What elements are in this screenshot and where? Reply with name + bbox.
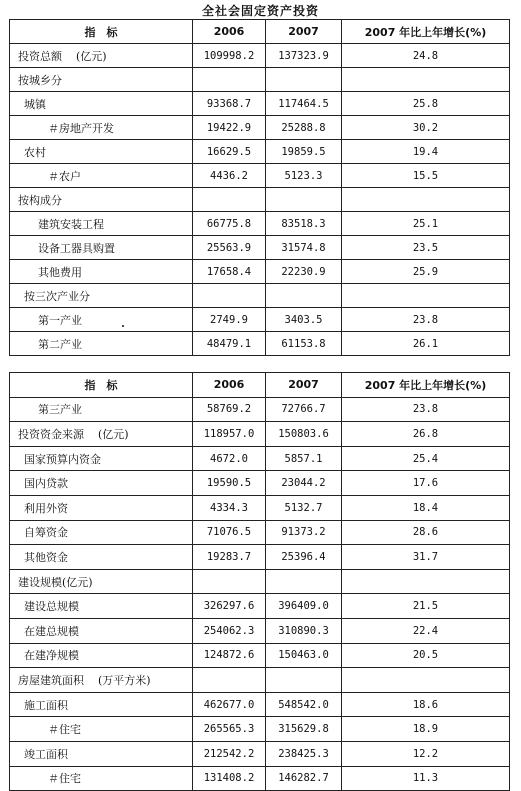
table-row: [10, 44, 510, 68]
row-label-cell: [10, 741, 193, 766]
row-label: 在建总规模: [24, 624, 79, 638]
table-row: [10, 188, 510, 212]
value-2007: 396409.0: [266, 594, 342, 619]
investment-table-part1: [9, 19, 510, 356]
header-indicator: 指 标: [10, 373, 193, 398]
row-label: 按城乡分: [18, 73, 62, 87]
row-label-cell: [10, 495, 193, 520]
header-growth: 2007 年比上年增长(%): [342, 20, 510, 44]
table-row: [10, 260, 510, 284]
table-row: [10, 569, 510, 594]
table-row: [10, 520, 510, 545]
row-label: 其他资金: [24, 550, 68, 564]
table-row: [10, 692, 510, 717]
value-2006: 93368.7: [193, 92, 266, 116]
row-label: 第三产业: [38, 403, 82, 417]
value-2007: 315629.8: [266, 717, 342, 742]
value-2007: 25288.8: [266, 116, 342, 140]
row-label-cell: [10, 422, 193, 447]
growth-rate: 18.9: [342, 717, 510, 742]
row-label-cell: [10, 446, 193, 471]
row-label-cell: [10, 668, 193, 693]
growth-rate: [342, 668, 510, 693]
table-row: [10, 545, 510, 570]
value-2006: 58769.2: [193, 397, 266, 422]
value-2007: [266, 284, 342, 308]
row-label: 其他费用: [38, 265, 82, 279]
stray-mark: [122, 325, 124, 327]
growth-rate: 20.5: [342, 643, 510, 668]
value-2006: 19283.7: [193, 545, 266, 570]
table-row: [10, 446, 510, 471]
table-row: [10, 92, 510, 116]
header-2007: 2007: [266, 20, 342, 44]
value-2006: 66775.8: [193, 212, 266, 236]
growth-rate: 26.8: [342, 422, 510, 447]
header-indicator: 指 标: [10, 20, 193, 44]
page-title: 全社会固定资产投资: [201, 4, 319, 18]
growth-rate: 18.6: [342, 692, 510, 717]
growth-rate: 15.5: [342, 164, 510, 188]
growth-rate: 22.4: [342, 618, 510, 643]
row-label-cell: [10, 188, 193, 212]
row-unit: (万平方米): [98, 673, 151, 687]
row-label-cell: [10, 284, 193, 308]
row-label: 房屋建筑面积: [18, 673, 84, 687]
row-label: 竣工面积: [24, 747, 68, 761]
row-unit: (亿元): [98, 427, 129, 441]
value-2007: 19859.5: [266, 140, 342, 164]
row-label-cell: [10, 116, 193, 140]
value-2006: [193, 668, 266, 693]
value-2006: 17658.4: [193, 260, 266, 284]
row-label: 国内贷款: [24, 477, 68, 491]
value-2006: 4672.0: [193, 446, 266, 471]
value-2007: 61153.8: [266, 332, 342, 356]
value-2006: 2749.9: [193, 308, 266, 332]
value-2007: 150803.6: [266, 422, 342, 447]
row-label-cell: [10, 92, 193, 116]
growth-rate: 25.8: [342, 92, 510, 116]
value-2006: 16629.5: [193, 140, 266, 164]
value-2006: 4334.3: [193, 495, 266, 520]
table-row: [10, 495, 510, 520]
row-label-cell: [10, 44, 193, 68]
row-label: ＃房地产开发: [48, 121, 114, 135]
row-label-cell: [10, 397, 193, 422]
growth-rate: 17.6: [342, 471, 510, 496]
table-header-row: [10, 373, 510, 398]
value-2007: [266, 68, 342, 92]
row-label-cell: [10, 236, 193, 260]
value-2006: 71076.5: [193, 520, 266, 545]
growth-rate: [342, 188, 510, 212]
value-2006: 109998.2: [193, 44, 266, 68]
row-label-cell: [10, 618, 193, 643]
row-label: ＃住宅: [48, 723, 81, 737]
row-label-cell: [10, 766, 193, 791]
row-label-cell: [10, 164, 193, 188]
table-row: [10, 668, 510, 693]
row-label-cell: [10, 68, 193, 92]
row-label: 建筑安装工程: [38, 217, 104, 231]
row-label: ＃农户: [48, 169, 81, 183]
table-row: [10, 594, 510, 619]
table-row: [10, 471, 510, 496]
growth-rate: 31.7: [342, 545, 510, 570]
growth-rate: 25.9: [342, 260, 510, 284]
value-2007: 3403.5: [266, 308, 342, 332]
growth-rate: 11.3: [342, 766, 510, 791]
value-2007: 83518.3: [266, 212, 342, 236]
value-2006: 4436.2: [193, 164, 266, 188]
row-label-cell: [10, 140, 193, 164]
row-label: 第一产业: [38, 313, 82, 327]
growth-rate: 21.5: [342, 594, 510, 619]
growth-rate: 12.2: [342, 741, 510, 766]
row-label-cell: [10, 594, 193, 619]
table-row: [10, 643, 510, 668]
growth-rate: 28.6: [342, 520, 510, 545]
row-label: 第二产业: [38, 337, 82, 351]
header-growth: 2007 年比上年增长(%): [342, 373, 510, 398]
row-label: 国家预算内资金: [24, 452, 101, 466]
value-2007: [266, 569, 342, 594]
row-label: 自筹资金: [24, 526, 68, 540]
value-2006: 124872.6: [193, 643, 266, 668]
value-2007: 137323.9: [266, 44, 342, 68]
table-row: [10, 284, 510, 308]
row-label: 利用外资: [24, 501, 68, 515]
value-2006: 212542.2: [193, 741, 266, 766]
table-row: [10, 741, 510, 766]
table-row: [10, 308, 510, 332]
row-label: 施工面积: [24, 698, 68, 712]
row-unit: (亿元): [76, 49, 107, 63]
value-2007: 5123.3: [266, 164, 342, 188]
growth-rate: [342, 68, 510, 92]
row-label: 城镇: [24, 97, 46, 111]
value-2006: [193, 68, 266, 92]
row-label-cell: [10, 569, 193, 594]
row-label: 建设总规模: [24, 600, 79, 614]
value-2007: 238425.3: [266, 741, 342, 766]
growth-rate: 25.1: [342, 212, 510, 236]
value-2007: 5857.1: [266, 446, 342, 471]
row-label: ＃住宅: [48, 772, 81, 786]
value-2006: 326297.6: [193, 594, 266, 619]
growth-rate: 23.8: [342, 308, 510, 332]
table-row: [10, 397, 510, 422]
value-2006: 265565.3: [193, 717, 266, 742]
row-label: 设备工器具购置: [38, 241, 115, 255]
growth-rate: [342, 284, 510, 308]
row-label-cell: [10, 520, 193, 545]
header-2006: 2006: [193, 20, 266, 44]
table-row: [10, 766, 510, 791]
value-2006: [193, 284, 266, 308]
value-2006: 48479.1: [193, 332, 266, 356]
value-2006: 131408.2: [193, 766, 266, 791]
table-row: [10, 236, 510, 260]
growth-rate: 18.4: [342, 495, 510, 520]
row-label: 投资资金来源: [18, 427, 84, 441]
value-2007: 548542.0: [266, 692, 342, 717]
value-2007: 31574.8: [266, 236, 342, 260]
value-2007: 117464.5: [266, 92, 342, 116]
row-label: 在建净规模: [24, 649, 79, 663]
value-2006: 25563.9: [193, 236, 266, 260]
value-2007: 23044.2: [266, 471, 342, 496]
value-2007: 310890.3: [266, 618, 342, 643]
growth-rate: 26.1: [342, 332, 510, 356]
table-row: [10, 68, 510, 92]
row-label-cell: [10, 471, 193, 496]
table-row: [10, 717, 510, 742]
row-label-cell: [10, 308, 193, 332]
value-2006: 118957.0: [193, 422, 266, 447]
growth-rate: 30.2: [342, 116, 510, 140]
growth-rate: 23.5: [342, 236, 510, 260]
table-row: [10, 422, 510, 447]
growth-rate: 25.4: [342, 446, 510, 471]
value-2006: [193, 188, 266, 212]
table-header-row: [10, 20, 510, 44]
table-row: [10, 332, 510, 356]
row-label-cell: [10, 545, 193, 570]
value-2007: 72766.7: [266, 397, 342, 422]
value-2007: [266, 188, 342, 212]
growth-rate: 19.4: [342, 140, 510, 164]
row-label: 建设规模(亿元): [18, 575, 93, 589]
row-label-cell: [10, 212, 193, 236]
value-2006: 19422.9: [193, 116, 266, 140]
value-2006: 254062.3: [193, 618, 266, 643]
value-2006: 462677.0: [193, 692, 266, 717]
growth-rate: 24.8: [342, 44, 510, 68]
investment-table-part2: [9, 372, 510, 791]
growth-rate: [342, 569, 510, 594]
row-label: 农村: [24, 145, 46, 159]
value-2007: 150463.0: [266, 643, 342, 668]
row-label: 按构成分: [18, 193, 62, 207]
header-2007: 2007: [266, 373, 342, 398]
value-2007: 91373.2: [266, 520, 342, 545]
table-row: [10, 140, 510, 164]
table-row: [10, 212, 510, 236]
table-row: [10, 164, 510, 188]
header-2006: 2006: [193, 373, 266, 398]
value-2006: [193, 569, 266, 594]
row-label-cell: [10, 692, 193, 717]
value-2007: [266, 668, 342, 693]
row-label-cell: [10, 332, 193, 356]
value-2007: 146282.7: [266, 766, 342, 791]
growth-rate: 23.8: [342, 397, 510, 422]
row-label-cell: [10, 717, 193, 742]
value-2007: 22230.9: [266, 260, 342, 284]
row-label: 投资总额: [18, 49, 62, 63]
value-2006: 19590.5: [193, 471, 266, 496]
value-2007: 25396.4: [266, 545, 342, 570]
row-label-cell: [10, 643, 193, 668]
value-2007: 5132.7: [266, 495, 342, 520]
table-row: [10, 116, 510, 140]
row-label-cell: [10, 260, 193, 284]
table-row: [10, 618, 510, 643]
row-label: 按三次产业分: [24, 289, 90, 303]
